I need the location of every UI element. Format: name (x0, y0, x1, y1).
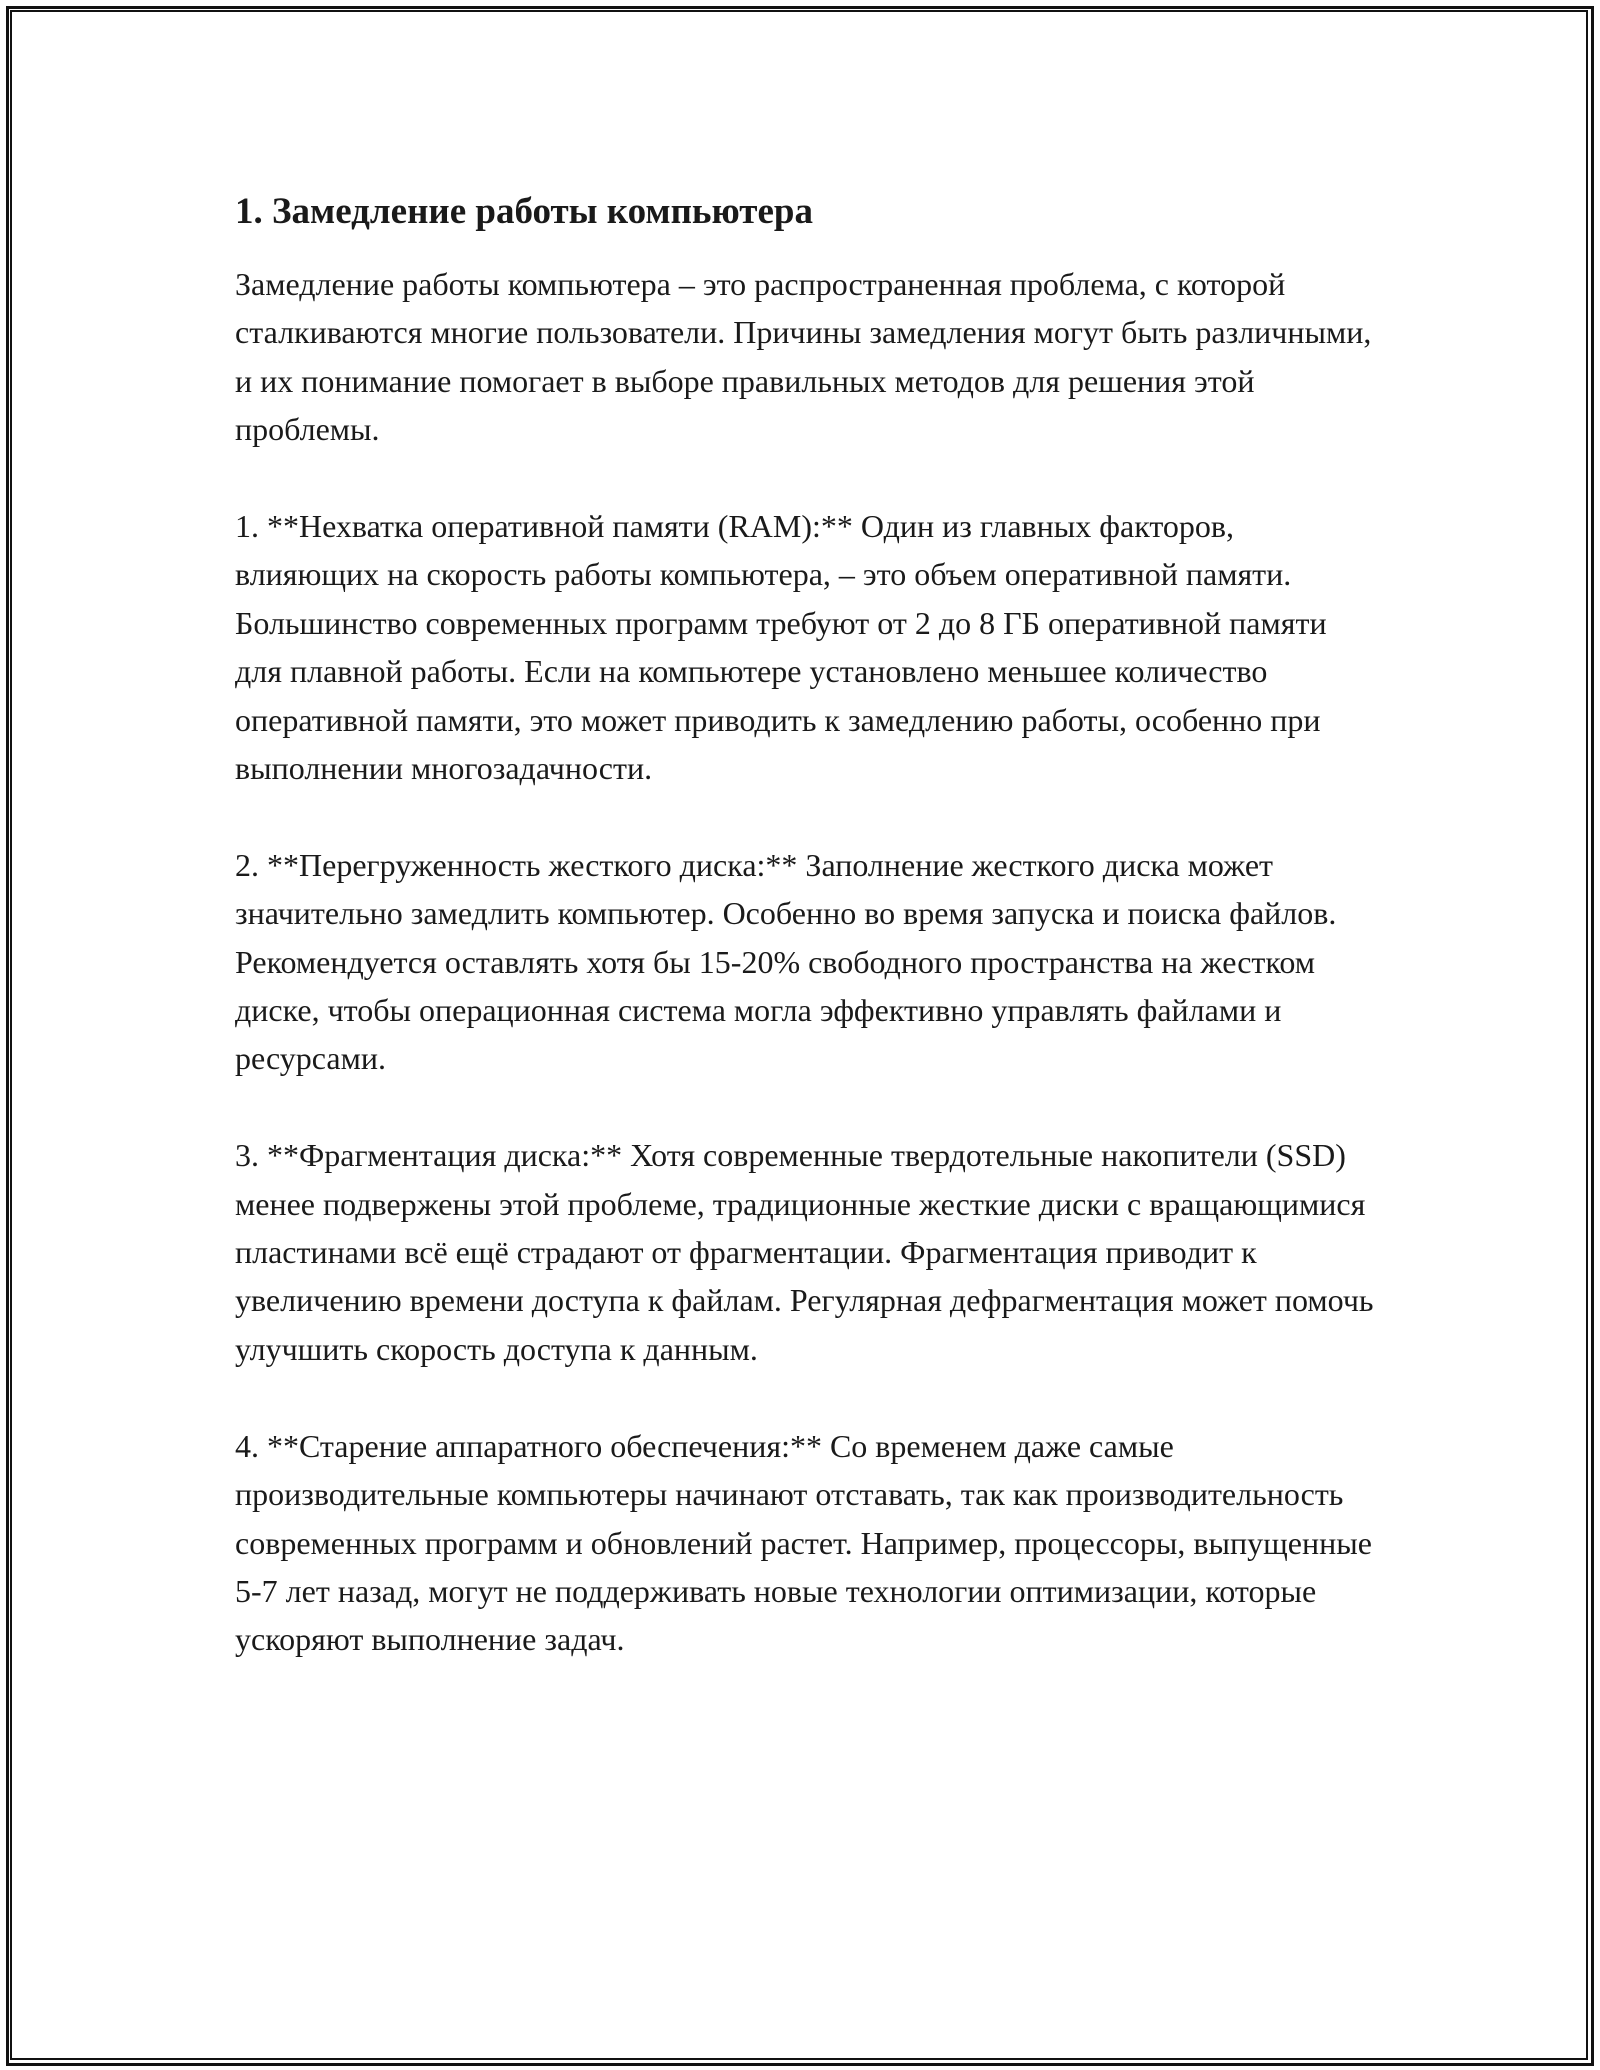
intro-paragraph: Замедление работы компьютера – это распространенная проблема, с которой сталкиваются многие пользователи. Причины замедления могут быть различными, и их понимание помогает в выборе правильных методов для решения этой проблемы. (235, 266, 1372, 448)
paragraph-hardware-aging: 4. **Старение аппаратного обеспечения:** Со временем даже самые производительные компьютеры начинают отставать, так как производительность современных программ и обновлений растет. Например, процессоры, выпущенные 5-7 лет назад, могут не поддерживать новые технологии оптимизации, которые ускоряют выполнение задач. (235, 1427, 1372, 1658)
paragraph-hard-disk: 2. **Перегруженность жесткого диска:** Заполнение жесткого диска может значительно замедлить компьютер. Особенно во время запуска и поиска файлов. Рекомендуется оставлять хотя бы 15-20% свободного пространства на жестком диске, чтобы операционная система могла эффективно управлять файлами и ресурсами. (235, 846, 1337, 1077)
section-heading: 1. Замедление работы компьютера (235, 191, 813, 232)
paragraph-fragmentation: 3. **Фрагментация диска:** Хотя современные твердотельные накопители (SSD) менее подвержены этой проблеме, традиционные жесткие диски с вращающимися пластинами всё ещё страдают от фрагментации. Фрагментация приводит к увеличению времени доступа к файлам. Регулярная дефрагментация может помочь улучшить скорость доступа к данным. (235, 1137, 1374, 1367)
paragraph-ram: 1. **Нехватка оперативной памяти (RAM):** Один из главных факторов, влияющих на скорость работы компьютера, – это объем оперативной памяти. Большинство современных программ требуют от 2 до 8 ГБ оперативной памяти для плавной работы. Если на компьютере установлено меньшее количество оперативной памяти, это может приводить к замедлению работы, особенно при выполнении многозадачности. (235, 508, 1327, 787)
document-body (235, 188, 1375, 1664)
